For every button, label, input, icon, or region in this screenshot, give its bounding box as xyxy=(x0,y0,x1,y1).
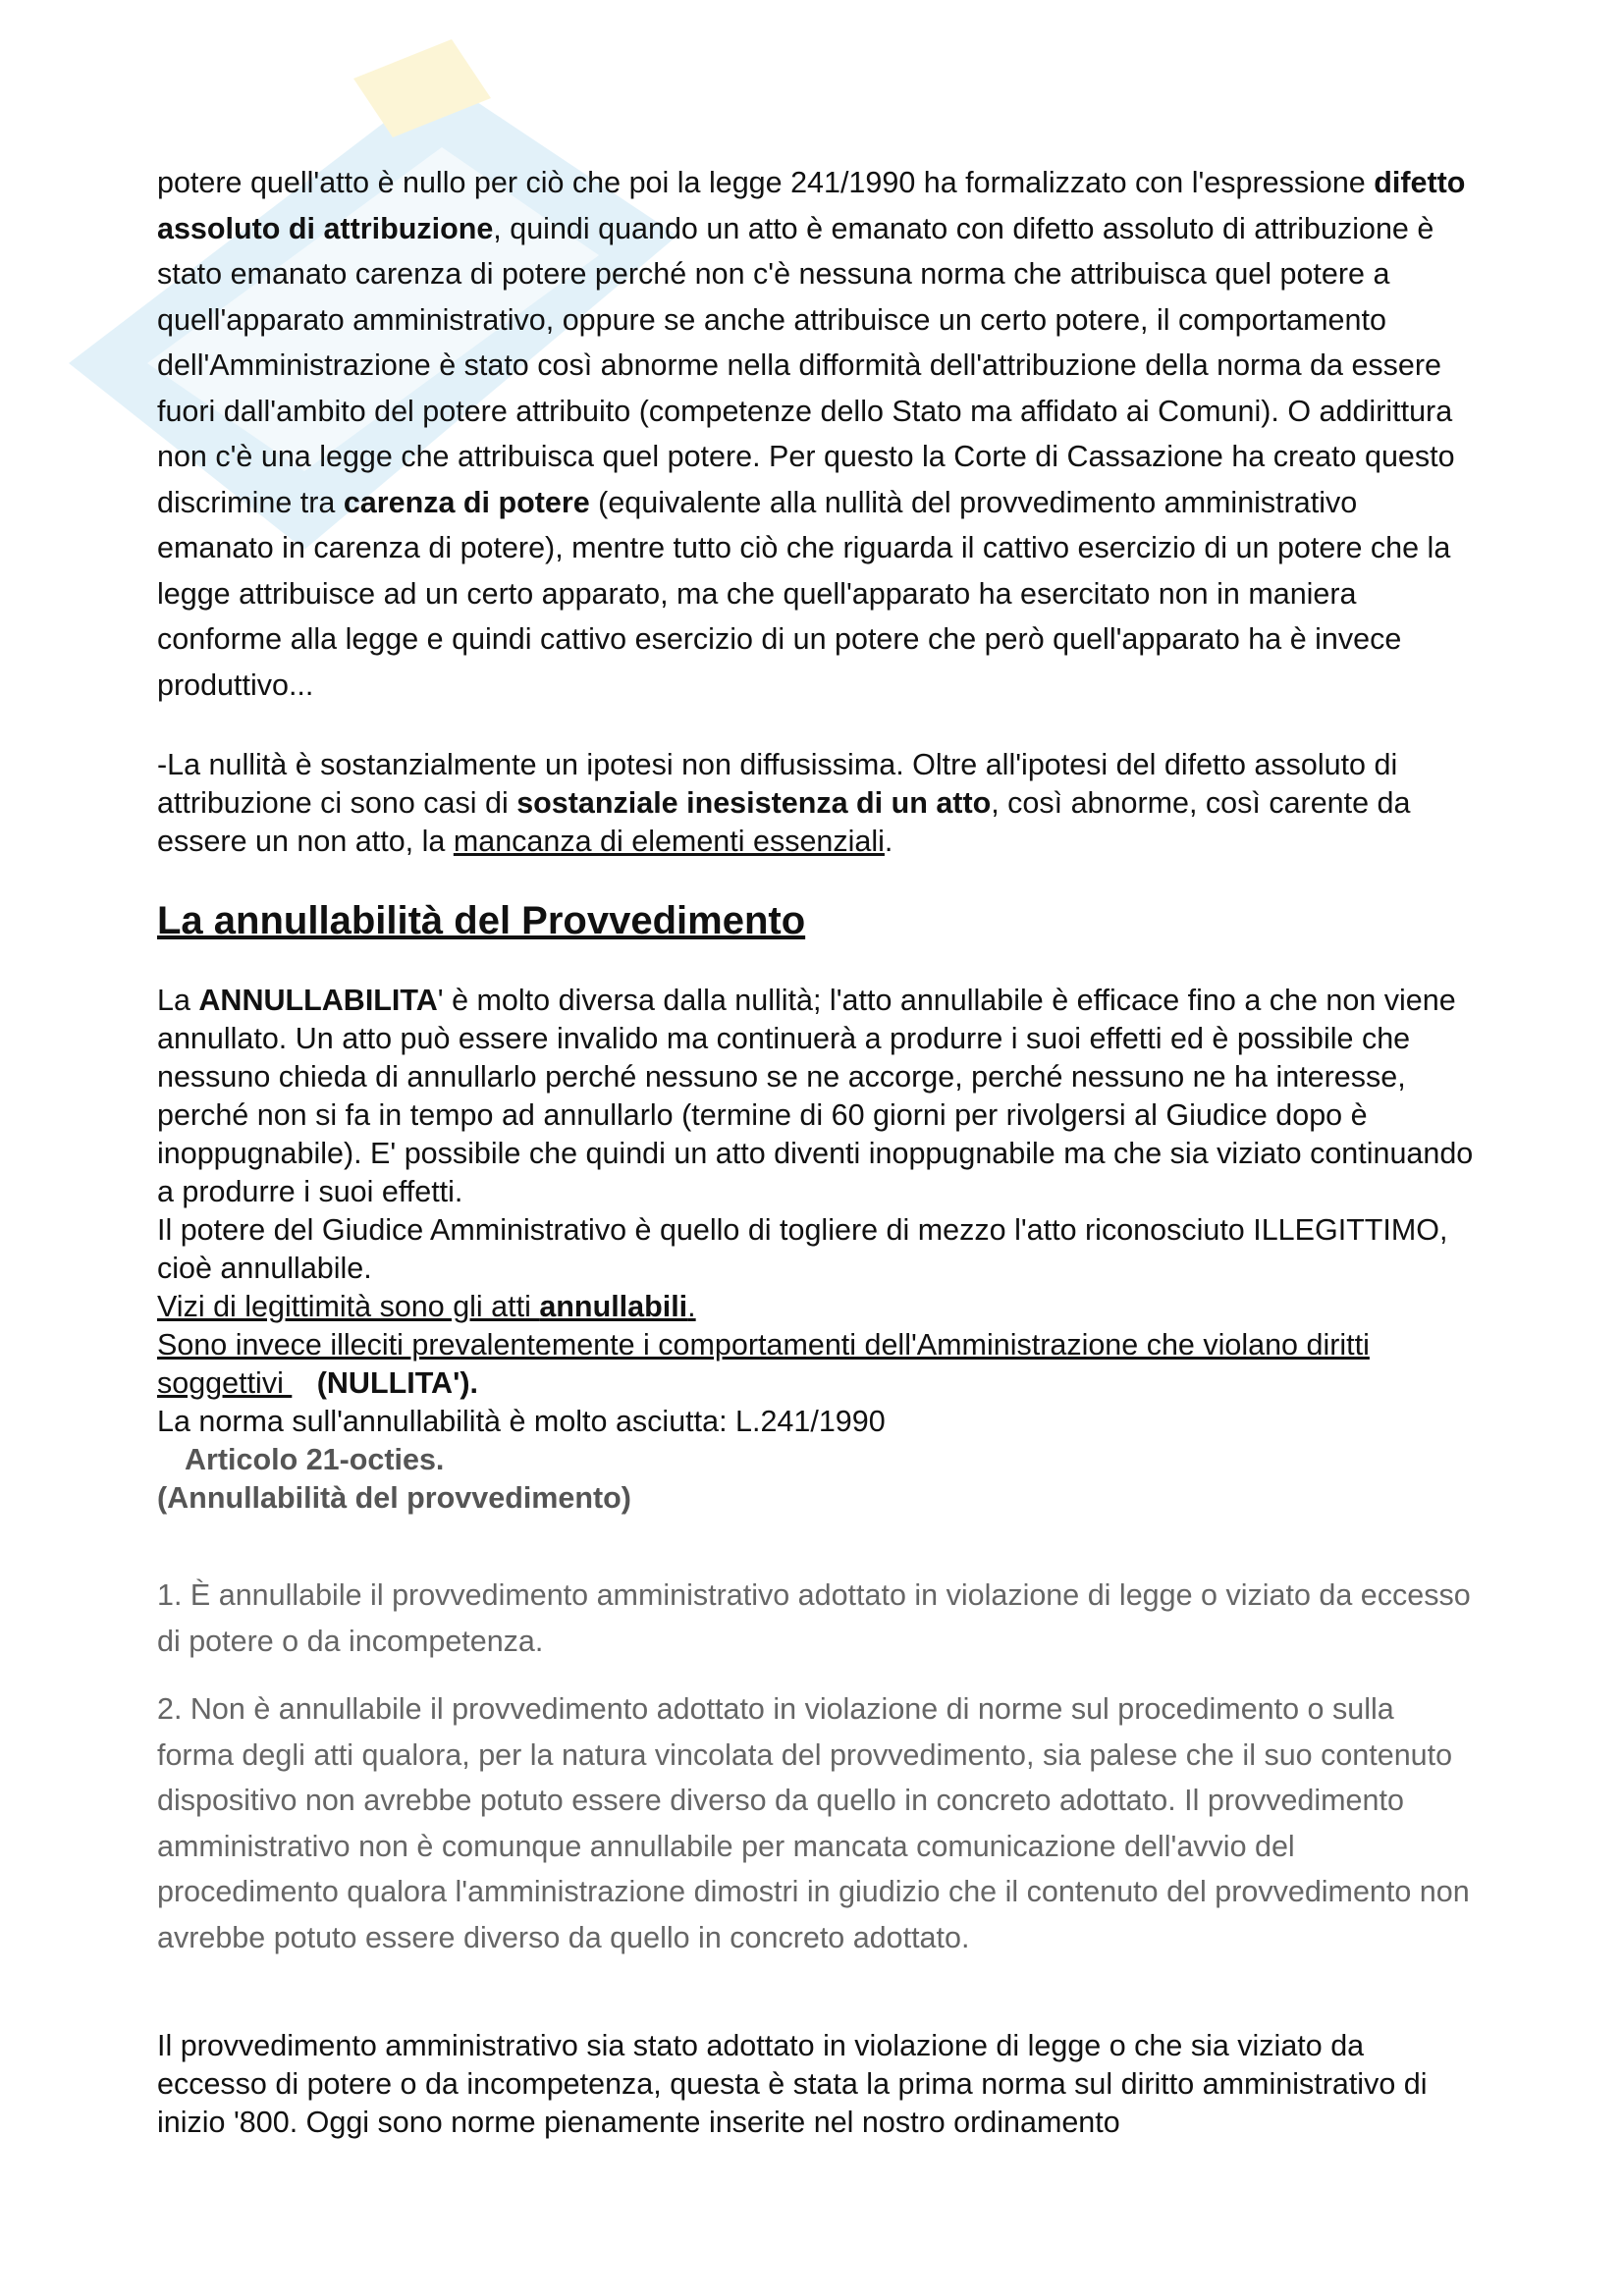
article-title: Articolo 21-octies. xyxy=(185,1443,445,1476)
law-comma-2: 2. Non è annullabile il provvedimento adottato in violazione di norme sul procedimento o sulla forma degli atti qualora, per la natura vincolata del provvedimento, sia palese che il suo contenuto dispositivo non avrebbe potuto essere diverso da quello in concreto adottato. Il provvedimento amministrativo non è comunque annullabile per mancata comunicazione dell'avvio del procedimento qualora l'amministrazione dimostri in giudizio che il contenuto del provvedimento non avrebbe potuto essere diverso da quello in concreto adottato. xyxy=(157,1692,1470,1954)
underlined-text: Sono invece illeciti prevalentemente i comportamenti dell'Amministrazione che violano diritti soggettivi xyxy=(157,1328,1370,1400)
bold-term-carenza-di-potere: carenza di potere xyxy=(343,485,590,519)
text-run: potere quell'atto è nullo per ciò che poi la legge 241/1990 ha formalizzato con l'espressione xyxy=(157,166,1375,199)
text-run: ' è molto diversa dalla nullità; l'atto annullabile è efficace fino a che non viene annullato. Un atto può essere invalido ma continuerà a produrre i suoi effetti ed è possibile che nessuno chieda di annullarlo perché nessuno se ne accorge, perché nessuno ne ha interesse, perché non si fa in tempo ad annullarlo (termine di 60 giorni per rivolgersi al Giudice dopo è inoppugnabile). E' possibile che quindi un atto diventi inoppugnabile ma che sia viziato continuando a produrre i suoi effetti. xyxy=(157,984,1474,1208)
bold-term-annullabili: annullabili xyxy=(539,1290,688,1323)
underlined-term-mancanza-elementi: mancanza di elementi essenziali xyxy=(453,825,885,858)
paragraph-line xyxy=(157,982,1478,1211)
text-run: . xyxy=(884,825,893,858)
paragraph-annullabilita xyxy=(157,982,1478,1518)
paragraph-line xyxy=(157,1288,1478,1326)
underlined-text: . xyxy=(687,1290,696,1323)
text-run: , così abnorme, così carente da essere un non atto, la xyxy=(157,786,1411,858)
bold-term-annullabilita: ANNULLABILITA xyxy=(198,984,438,1017)
bold-term-difetto-assoluto: difetto assoluto di attribuzione xyxy=(157,166,1466,245)
underlined-text: Vizi di legittimità sono gli atti xyxy=(157,1290,540,1323)
paragraph-line: La norma sull'annullabilità è molto asciutta: L.241/1990 xyxy=(157,1405,886,1438)
paragraph-conclusion: Il provvedimento amministrativo sia stato adottato in violazione di legge o che sia viziato da eccesso di potere o da incompetenza, questa è stata la prima norma sul diritto amministrativo di inizio '800. Oggi sono norme pienamente inserite nel nostro ordinamento xyxy=(157,2029,1428,2139)
bold-term-nullita: (NULLITA') xyxy=(316,1366,470,1400)
law-comma-1: 1. È annullabile il provvedimento amministrativo adottato in violazione di legge o viziato da eccesso di potere o da incompetenza. xyxy=(157,1578,1471,1658)
text-run: La xyxy=(157,984,199,1017)
paragraph-carenza-di-potere xyxy=(157,160,1478,708)
text-run: -La nullità è sostanzialmente un ipotesi non diffusissima. Oltre all'ipotesi del difetto assoluto di attribuzione ci sono casi di xyxy=(157,748,1398,820)
paragraph-nullita xyxy=(157,746,1478,861)
section-heading: La annullabilità del Provvedimento xyxy=(157,899,806,942)
text-run: (equivalente alla nullità del provvedimento amministrativo emanato in carenza di potere), mentre tutto ciò che riguarda il cattivo esercizio di un potere che la legge attribuisce ad un certo apparato, ma che quell'apparato ha esercitato non in maniera conforme alla legge e quindi cattivo esercizio di un potere che però quell'apparato ha è invece produttivo... xyxy=(157,485,1451,702)
paragraph-line xyxy=(157,1326,1478,1403)
paragraph-line: Il potere del Giudice Amministrativo è quello di togliere di mezzo l'atto riconosciuto ILLEGITTIMO, cioè annullabile. xyxy=(157,1213,1448,1285)
text-run: . xyxy=(469,1366,478,1400)
bold-term-sostanziale-inesistenza: sostanziale inesistenza di un atto xyxy=(516,786,992,820)
text-run: , quindi quando un atto è emanato con difetto assoluto di attribuzione è stato emanato carenza di potere perché non c'è nessuna norma che attribuisca quel potere a quell'apparato amministrativo, oppure se anche attribuisce un certo potere, il comportamento dell'Amministrazione è stato così abnorme nella difformità dell'attribuzione della norma da essere fuori dall'ambito del potere attribuito (competenze dello Stato ma affidato ai Comuni). O addirittura non c'è una legge che attribuisca quel potere. Per questo la Corte di Cassazione ha creato questo discrimine tra xyxy=(157,211,1455,519)
article-subtitle: (Annullabilità del provvedimento) xyxy=(157,1481,631,1515)
